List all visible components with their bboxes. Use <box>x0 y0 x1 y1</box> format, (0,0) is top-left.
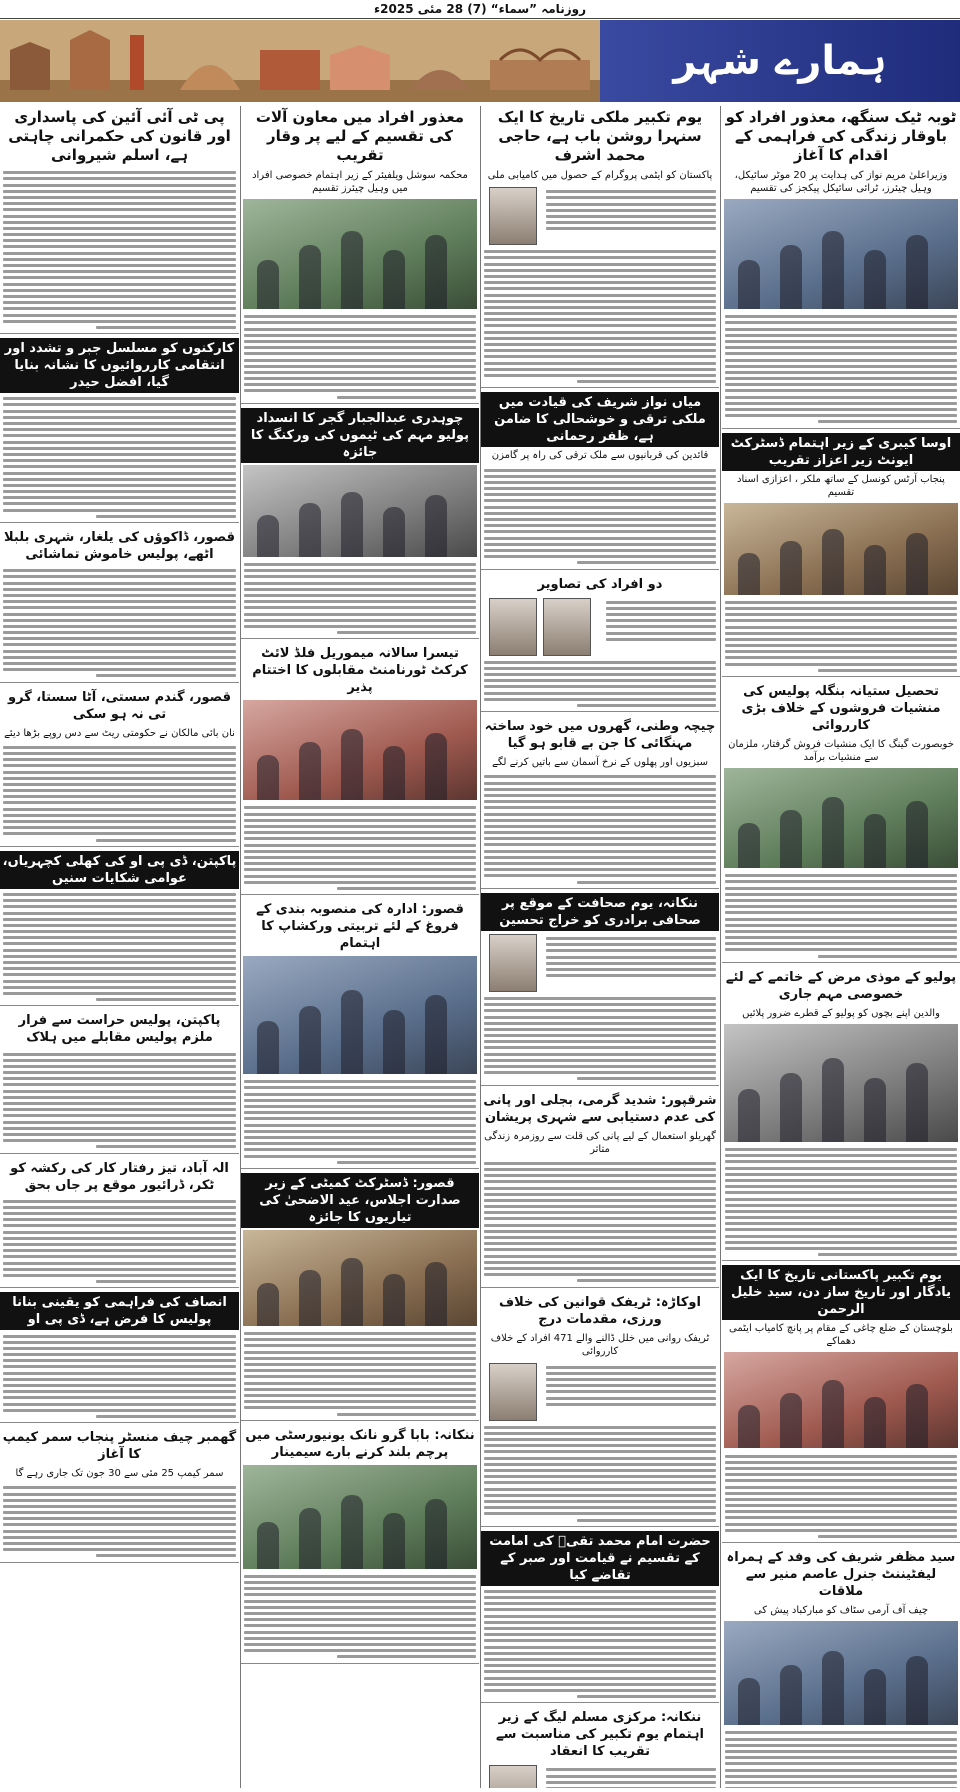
story-headline: قصور، ڈاکوؤں کی یلغار، شہری بلبلا اٹھے، پولیس خاموش تماشائی <box>4 530 235 562</box>
photo-figure <box>864 250 886 309</box>
photo-figure <box>341 492 363 557</box>
portrait-row <box>481 931 719 993</box>
story-body <box>0 565 239 682</box>
photo-figure <box>299 245 321 309</box>
photo-figure <box>341 729 363 800</box>
photo-figure <box>780 1073 802 1141</box>
story-photo <box>724 503 958 595</box>
news-story <box>722 967 960 1262</box>
portrait-photo <box>489 1765 537 1788</box>
portrait-row <box>481 1762 719 1788</box>
photo-figure <box>822 1058 844 1142</box>
story-headline: ننکانہ، یوم صحافت کے موقع پر صحافی برادری کو خراج تحسین <box>481 893 719 931</box>
portrait-photo <box>543 598 591 656</box>
news-story <box>241 1173 479 1421</box>
photo-figure <box>822 1380 844 1448</box>
story-subheadline: نان بائی مالکان نے حکومتی ریٹ سے دس روپے بڑھا دیئے <box>4 727 235 739</box>
story-body <box>722 1727 960 1788</box>
photo-figure <box>425 1262 447 1326</box>
story-photo <box>243 700 477 800</box>
column-3 <box>241 106 479 1788</box>
column-rule <box>720 106 721 1788</box>
photo-figure <box>864 1669 886 1725</box>
story-photo <box>724 1024 958 1142</box>
story-headline: الہ آباد، تیز رفتار کار کی رکشہ کو ٹکر، ڈرائیور موقع پر جاں بحق <box>10 1160 229 1193</box>
photo-figure <box>864 1397 886 1449</box>
photo-figure <box>425 733 447 800</box>
story-subheadline: قائدین کی قربانیوں سے ملک ترقی کی راہ پر گامزن <box>491 450 709 462</box>
news-story <box>722 681 960 963</box>
dateline: روزنامہ ”سماء“ (7) 28 مئی 2025ء <box>0 0 960 19</box>
photo-figure <box>906 1656 928 1726</box>
news-story <box>0 527 239 683</box>
photo-figure <box>257 1021 279 1074</box>
photo-figure <box>299 1270 321 1326</box>
news-story <box>241 1425 479 1664</box>
column-1 <box>722 106 960 1788</box>
photo-figure <box>738 553 760 594</box>
story-body <box>241 1076 479 1168</box>
story-subheadline: چیف آف آرمی سٹاف کو مبارکباد پیش کی <box>753 1605 929 1617</box>
story-photo <box>724 1621 958 1725</box>
column-2 <box>481 106 719 1788</box>
story-photo <box>724 199 958 309</box>
story-headline: کارکنوں کو مسلسل جبر و تشدد اور انتقامی کارروائیوں کا نشانہ بنایا گیا، افضل حیدر <box>0 338 239 393</box>
photo-figure <box>906 235 928 309</box>
photo-figure <box>780 245 802 309</box>
story-body <box>481 771 719 888</box>
story-headline: معذور افراد میں معاون آلات کی تقسیم کے لیے پر وقار تقریب <box>255 108 465 164</box>
news-story <box>722 1547 960 1788</box>
story-headline: تیسرا سالانہ میموریل فلڈ لائٹ کرکٹ ٹورنامنٹ مقابلوں کا اختتام پذیر <box>252 646 468 696</box>
portrait-row <box>481 184 719 246</box>
story-photo <box>724 768 958 868</box>
photo-figure <box>738 260 760 310</box>
news-story <box>241 106 479 404</box>
story-headline: میاں نواز شریف کی قیادت میں ملکی ترقی و خوشحالی کا ضامن ہے، ظفر رحمانی <box>481 392 719 447</box>
photo-figure <box>822 529 844 594</box>
story-subheadline: سبزیوں اور پھلوں کے نرخ آسمان سے باتیں کرنے لگے <box>491 757 708 769</box>
photo-figure <box>383 507 405 557</box>
photo-figure <box>299 1006 321 1074</box>
story-subheadline: محکمہ سوشل ویلفیئر کے زیر اہتمام خصوصی افراد میں وہیل چیئرز تقسیم <box>252 170 468 194</box>
photo-figure <box>822 231 844 309</box>
news-story <box>722 1265 960 1543</box>
photo-figure <box>341 1495 363 1569</box>
story-subheadline: پاکستان کو ایٹمی پروگرام کے حصول میں کامیابی ملی <box>487 170 713 181</box>
photo-figure <box>864 814 886 868</box>
photo-figure <box>906 1384 928 1448</box>
story-body <box>722 870 960 962</box>
photo-figure <box>257 755 279 800</box>
story-body <box>543 1764 719 1788</box>
story-subheadline: ٹریفک روانی میں خلل ڈالنے والے 471 افراد کے خلاف کارروائی <box>490 1332 710 1357</box>
story-body <box>603 597 719 646</box>
photo-figure <box>341 231 363 309</box>
news-story <box>722 106 960 429</box>
story-subheadline: وزیراعلیٰ مریم نواز کی ہدایت پر 20 موٹر سائیکل، وہیل چیئرز، ٹرائی سائیکل پیکجز کی تقسیم <box>734 170 948 194</box>
column-4 <box>0 106 239 1788</box>
story-photo <box>243 1230 477 1326</box>
photo-figure <box>738 1405 760 1448</box>
photo-figure <box>299 1508 321 1568</box>
story-body <box>241 311 479 403</box>
photo-figure <box>738 1089 760 1142</box>
story-headline: پولیو کے موذی مرض کے خاتمے کے لئے خصوصی مہم جاری <box>725 969 957 1002</box>
story-headline: قصور: ڈسٹرکٹ کمیٹی کے زیر صدارت اجلاس، عید الاضحیٰ کی تیاریوں کا جائزہ <box>241 1173 479 1228</box>
news-story <box>241 899 479 1169</box>
news-story <box>481 574 719 713</box>
story-body <box>481 657 719 712</box>
photo-figure <box>257 1522 279 1569</box>
photo-figure <box>780 1665 802 1725</box>
story-headline: یوم تکبیر ملکی تاریخ کا ایک سنہرا روشن باب ہے، حاجی محمد اشرف <box>497 108 703 164</box>
story-subheadline: گھریلو استعمال کے لیے پانی کی قلت سے روزمرہ زندگی متاثر <box>484 1130 716 1155</box>
story-photo <box>243 465 477 557</box>
story-body <box>0 1482 239 1561</box>
news-story <box>0 338 239 523</box>
photo-figure <box>383 746 405 800</box>
story-headline: حضرت امام محمد تقیؑ کی امامت کے تقسیم نے قیامت اور صبر کے تقاضے کیا <box>481 1531 719 1586</box>
story-body <box>241 1328 479 1420</box>
story-photo <box>724 1352 958 1448</box>
story-body <box>543 186 719 235</box>
photo-figure <box>425 995 447 1074</box>
story-body <box>0 889 239 1006</box>
story-headline: چوہدری عبدالجبار گجر کا انسداد پولیو مہم کی ٹیموں کی ورکنگ کا جائزہ <box>241 408 479 463</box>
story-headline: پی ٹی آئی آئین کی پاسداری اور قانون کی حکمرانی چاہتی ہے، اسلم شیروانی <box>8 108 231 164</box>
photo-figure <box>425 235 447 309</box>
story-headline: اوکاڑہ: ٹریفک قوانین کی خلاف ورزی، مقدمات درج <box>499 1294 701 1327</box>
story-headline: یوم تکبیر پاکستانی تاریخ کا ایک یادگار اور تاریخ ساز دن، سید خلیل الرحمن <box>722 1265 960 1320</box>
photo-figure <box>341 990 363 1074</box>
news-story <box>0 1427 239 1562</box>
news-story <box>481 1707 719 1788</box>
news-story <box>481 106 719 388</box>
story-body <box>722 1144 960 1261</box>
section-banner <box>0 20 960 102</box>
news-story <box>481 716 719 889</box>
portrait-row <box>481 595 719 657</box>
story-body <box>241 802 479 894</box>
photo-figure <box>383 1274 405 1326</box>
story-body <box>0 393 239 522</box>
photo-figure <box>738 823 760 868</box>
news-story <box>0 106 239 334</box>
story-headline: سید مظفر شریف کی وفد کے ہمراہ لیفٹیننٹ جنرل عاصم منیر سے ملاقات <box>726 1550 956 1600</box>
story-headline: ننکانہ: بابا گرو نانک یونیورسٹی میں پرچم بلند کرنے بارے سیمینار <box>245 1427 475 1460</box>
photo-figure <box>257 260 279 310</box>
story-headline: شرقپور: شدید گرمی، بجلی اور پانی کی عدم دستیابی سے شہری پریشان <box>483 1092 717 1125</box>
photo-figure <box>299 742 321 800</box>
story-headline: ننکانہ: مرکزی مسلم لیگ کے زیر اہتمام یوم تکبیر کی مناسبت سے تقریب کا انعقاد <box>495 1710 705 1760</box>
photo-figure <box>780 541 802 594</box>
news-story <box>481 1292 719 1527</box>
photo-figure <box>864 1078 886 1142</box>
photo-figure <box>299 503 321 556</box>
portrait-photo <box>489 934 537 992</box>
story-body <box>722 1450 960 1542</box>
story-body <box>241 559 479 638</box>
photo-figure <box>425 1499 447 1569</box>
story-photo <box>243 199 477 309</box>
photo-figure <box>822 797 844 868</box>
story-body <box>722 597 960 676</box>
news-story <box>481 1090 719 1288</box>
story-body <box>0 167 239 333</box>
photo-figure <box>383 1513 405 1569</box>
story-body <box>543 1362 719 1411</box>
story-headline: انصاف کی فراہمی کو یقینی بنانا پولیس کا فرض ہے، ڈی پی او <box>0 1292 239 1330</box>
news-story <box>481 1531 719 1704</box>
story-body <box>0 1196 239 1288</box>
story-body <box>481 993 719 1085</box>
story-body <box>481 464 719 568</box>
photo-figure <box>780 1393 802 1449</box>
portrait-photo <box>489 1363 537 1421</box>
story-body <box>481 1158 719 1287</box>
story-body <box>722 311 960 428</box>
photo-figure <box>822 1651 844 1725</box>
story-photo <box>243 956 477 1074</box>
news-story <box>0 851 239 1007</box>
news-story <box>0 1158 239 1289</box>
news-story <box>0 1010 239 1153</box>
story-headline: چیچہ وطنی، گھروں میں خود ساختہ مہنگائی کا جن بے قابو ہو گیا <box>484 719 716 752</box>
story-subheadline: بلوچستان کے ضلع چاغی کے مقام پر پانچ کامیاب ایٹمی دھماکے <box>729 1323 953 1348</box>
story-headline: پاکپتن، ڈی پی او کی کھلی کچہریاں، عوامی شکایات سنیں <box>0 851 239 889</box>
story-body <box>481 1422 719 1526</box>
section-title: ہمارے شہر <box>600 20 960 102</box>
story-body <box>0 1048 239 1152</box>
story-headline: قصور: ادارہ کی منصوبہ بندی کے فروغ کے لئے تربیتی ورکشاپ کا اہتمام <box>256 902 464 952</box>
photo-figure <box>780 810 802 868</box>
portrait-row <box>481 1360 719 1422</box>
photo-figure <box>906 533 928 595</box>
story-body <box>543 933 719 982</box>
story-subheadline: سمر کیمپ 25 مئی سے 30 جون تک جاری رہے گا <box>15 1468 224 1480</box>
story-headline: قصور، گندم سستی، آٹا سستا، گرو تی نہ ہو سکی <box>8 689 231 722</box>
photo-figure <box>257 515 279 556</box>
story-body <box>481 1586 719 1703</box>
story-headline: اوسا کیبری کے زیر اہتمام ڈسٹرکٹ ایونٹ زیر اعزاز تقریب <box>722 433 960 471</box>
news-story <box>481 392 719 569</box>
monuments-illustration <box>0 20 600 102</box>
story-headline: گھمبر چیف منسٹر پنجاب سمر کیمپ کا آغاز <box>2 1430 237 1463</box>
news-story <box>0 687 239 847</box>
photo-figure <box>383 250 405 309</box>
news-story <box>481 893 719 1086</box>
story-body <box>481 246 719 387</box>
story-headline: ٹوبہ ٹیک سنگھ، معذور افراد کو باوقار زندگی کی فراہمی کے اقدام کا آغاز <box>725 108 957 164</box>
story-photo <box>243 1465 477 1569</box>
story-body <box>0 742 239 846</box>
story-body <box>0 1330 239 1422</box>
story-headline: پاکپتن، پولیس حراست سے فرار ملزم پولیس مقابلے میں ہلاک <box>18 1013 221 1046</box>
portrait-photo <box>489 598 537 656</box>
photo-figure <box>864 545 886 595</box>
story-subheadline: خوبصورت گینگ کا ایک منشیات فروش گرفتار، ملزمان سے منشیات برآمد <box>728 739 954 763</box>
photo-figure <box>341 1258 363 1326</box>
photo-figure <box>257 1283 279 1326</box>
story-headline: تحصیل ستیانہ بنگلہ پولیس کی منشیات فروشوں کے خلاف بڑی کارروائی <box>741 684 941 733</box>
news-story <box>241 643 479 895</box>
photo-figure <box>383 1010 405 1074</box>
story-body <box>241 1571 479 1663</box>
portrait-photo <box>489 187 537 245</box>
photo-figure <box>425 495 447 557</box>
story-subheadline: پنجاب آرٹس کونسل کے ساتھ ملکر ، اعزازی اسناد تقسیم <box>737 473 945 498</box>
news-story <box>722 433 960 677</box>
news-story <box>241 408 479 639</box>
story-subheadline: والدین اپنے بچوں کو پولیو کے قطرے ضرور پلائیں <box>742 1007 940 1019</box>
photo-figure <box>906 1063 928 1142</box>
story-headline: دو افراد کی تصاویر <box>537 576 663 592</box>
photo-figure <box>738 1678 760 1725</box>
news-story <box>0 1292 239 1423</box>
photo-figure <box>906 801 928 868</box>
